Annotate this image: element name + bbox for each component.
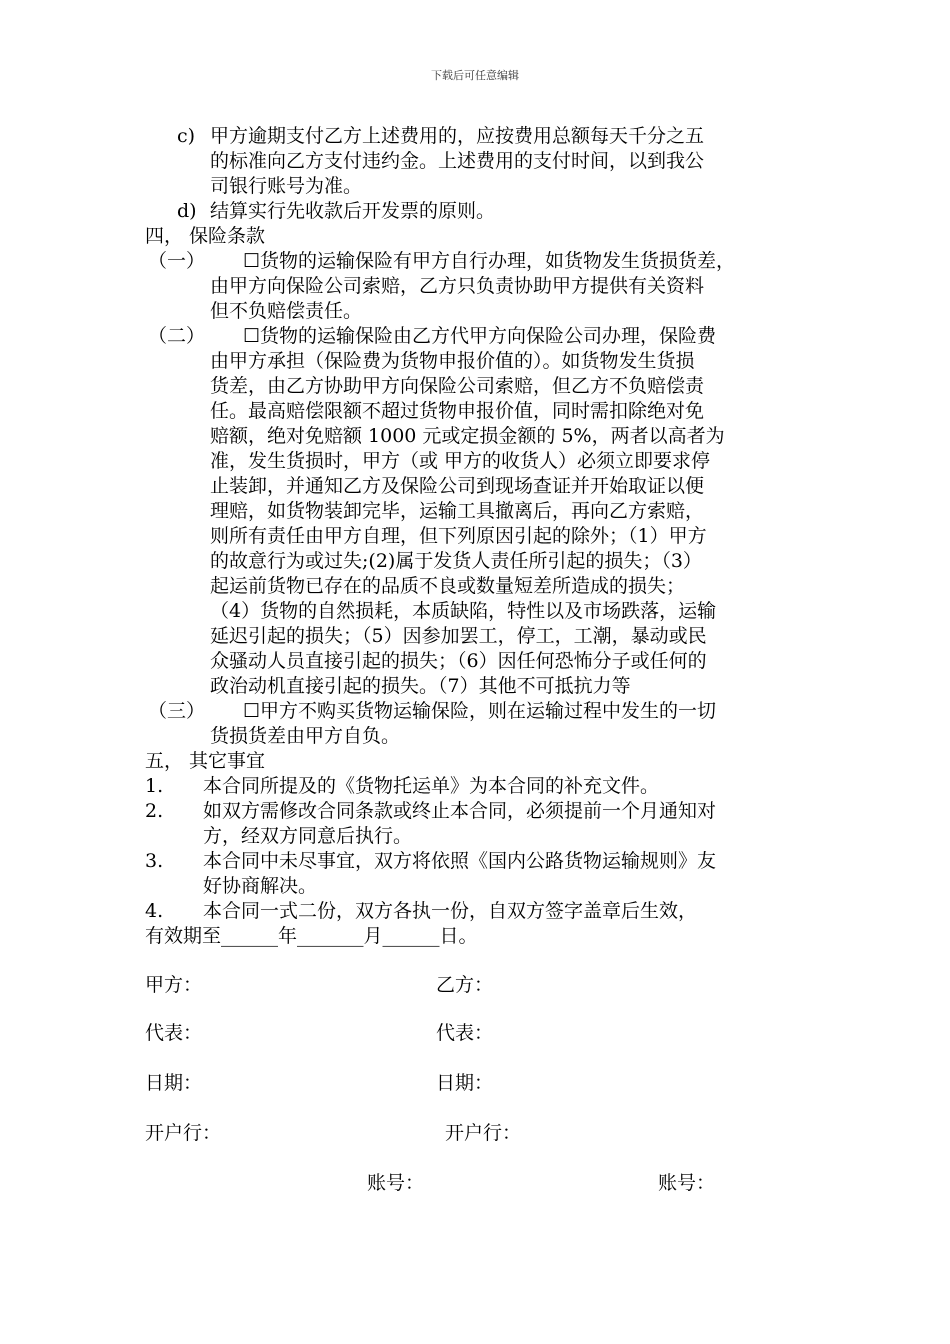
clause-1-marker: （一）: [148, 250, 206, 272]
clause-2-line: 准，发生货损时，甲方（或 甲方的收货人）必须立即要求停: [210, 450, 711, 472]
item-c-line: 的标准向乙方支付违约金。上述费用的支付时间，以到我公: [210, 150, 705, 172]
clause-2-line: 的故意行为或过失;(2)属于发货人责任所引起的损失；（3）: [210, 550, 702, 572]
clause-2-line: 则所有责任由甲方自理，但下列原因引起的除外；（1）甲方: [210, 525, 707, 547]
date-b-label: 日期：: [436, 1072, 494, 1094]
clause-2-line: 起运前货物已存在的品质不良或数量短差所造成的损失；: [210, 575, 686, 597]
clause-2-line: 任。最高赔偿限额不超过货物申报价值，同时需扣除绝对免: [210, 400, 705, 422]
party-a-label: 甲方：: [145, 974, 203, 996]
clause-2-line: 货差，由乙方协助甲方向保险公司索赔，但乙方不负赔偿责: [210, 375, 705, 397]
clause-2-line: 理赔，如货物装卸完毕，运输工具撤离后，再向乙方索赔，: [210, 500, 705, 522]
date-a-label: 日期：: [145, 1072, 203, 1094]
item-4-marker: 4.: [145, 900, 164, 922]
party-b-label: 乙方：: [436, 974, 494, 996]
rep-a-label: 代表：: [145, 1022, 203, 1044]
section-5-title: 五， 其它事宜: [145, 750, 266, 772]
clause-2-line: 政治动机直接引起的损失。（7）其他不可抵抗力等: [210, 675, 631, 697]
section-4-title: 四， 保险条款: [145, 225, 266, 247]
account-b-label: 账号：: [658, 1172, 716, 1194]
item-1-line: 本合同所提及的《货物托运单》为本合同的补充文件。: [203, 775, 660, 797]
page-header: 下载后可任意编辑: [431, 69, 519, 82]
clause-1-line: 由甲方向保险公司索赔，乙方只负责协助甲方提供有关资料: [210, 275, 705, 297]
clause-3-line: ☐甲方不购买货物运输保险，则在运输过程中发生的一切: [243, 700, 717, 722]
item-1-marker: 1.: [145, 775, 164, 797]
clause-2-line: ☐货物的运输保险由乙方代甲方向保险公司办理，保险费: [243, 325, 717, 347]
clause-2-line: 延迟引起的损失；（5）因参加罢工，停工，工潮，暴动或民: [210, 625, 707, 647]
item-c-line: 司银行账号为准。: [210, 175, 363, 197]
item-3-line: 本合同中未尽事宜，双方将依照《国内公路货物运输规则》友: [203, 850, 717, 872]
clause-1-line: ☐货物的运输保险有甲方自行办理，如货物发生货损货差，: [243, 250, 736, 272]
item-c-line: 甲方逾期支付乙方上述费用的，应按费用总额每天千分之五: [210, 125, 705, 147]
validity-line: 有效期至______年_______月______日。: [145, 925, 478, 947]
clause-2-line: 众骚动人员直接引起的损失；（6）因任何恐怖分子或任何的: [210, 650, 707, 672]
clause-2-line: 止装卸，并通知乙方及保险公司到现场查证并开始取证以便: [210, 475, 705, 497]
item-d-line: 结算实行先收款后开发票的原则。: [210, 200, 496, 222]
clause-2-line: （4）货物的自然损耗，本质缺陷，特性以及市场跌落，运输: [210, 600, 717, 622]
clause-2-line: 赔额，绝对免赔额 1000 元或定损金额的 5%，两者以高者为: [210, 425, 725, 447]
clause-3-line: 货损货差由甲方自负。: [210, 725, 401, 747]
bank-b-label: 开户行：: [445, 1122, 522, 1144]
bank-a-label: 开户行：: [145, 1122, 222, 1144]
clause-2-marker: （二）: [148, 325, 206, 347]
item-c-marker: c): [177, 125, 196, 147]
rep-b-label: 代表：: [436, 1022, 494, 1044]
account-a-label: 账号：: [367, 1172, 425, 1194]
item-3-marker: 3.: [145, 850, 164, 872]
item-2-marker: 2.: [145, 800, 164, 822]
clause-2-line: 由甲方承担（保险费为货物申报价值的）。如货物发生货损: [210, 350, 695, 372]
item-2-line: 如双方需修改合同条款或终止本合同，必须提前一个月通知对: [203, 800, 717, 822]
item-4-line: 本合同一式二份，双方各执一份，自双方签字盖章后生效，: [203, 900, 698, 922]
item-d-marker: d): [177, 200, 197, 222]
item-3-line: 好协商解决。: [203, 875, 318, 897]
clause-1-line: 但不负赔偿责任。: [210, 300, 363, 322]
item-2-line: 方，经双方同意后执行。: [203, 825, 413, 847]
clause-3-marker: （三）: [148, 700, 206, 722]
